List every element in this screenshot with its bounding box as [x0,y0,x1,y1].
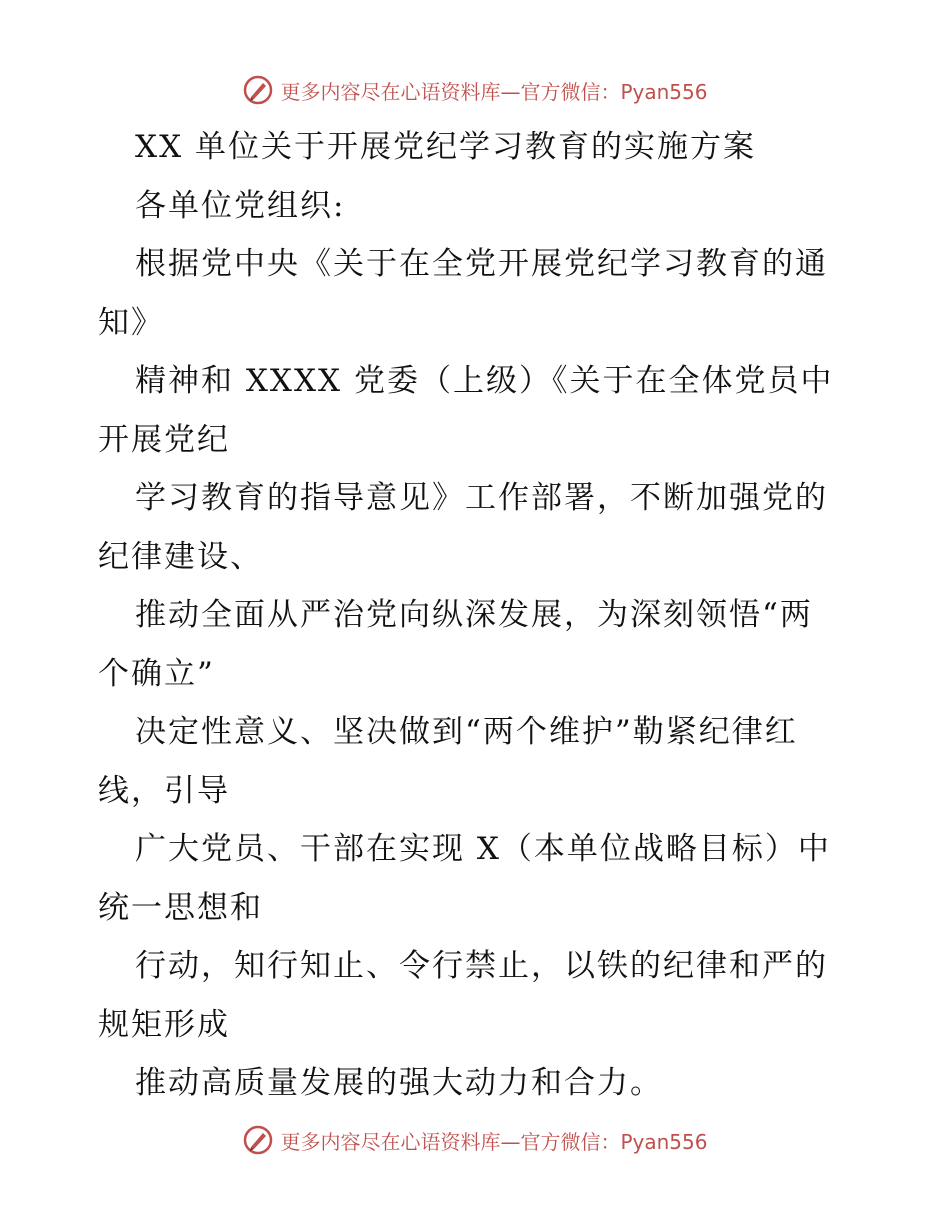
paragraph-line: 广大党员、干部在实现 X（本单位战略目标）中 [135,831,831,867]
document-greeting: 各单位党组织: [135,187,346,224]
document-paragraph [98,235,858,1113]
paragraph-line: 精神和 XXXX 党委（上级）《关于在全体党员中 [135,363,834,399]
paragraph-line: 推动高质量发展的强大动力和合力。 [135,1065,663,1101]
pen-logo-icon [242,1124,274,1156]
document-title: XX 单位关于开展党纪学习教育的实施方案 [135,129,756,165]
paragraph-line: 学习教育的指导意见》工作部署，不断加强党的 [135,480,828,516]
watermark-text: 更多内容尽在心语资料库—官方微信：Pyan556 [280,79,708,104]
paragraph-line: 决定性意义、坚决做到“两个维护”勒紧纪律红 [135,714,798,750]
paragraph-line: 知》 [98,304,164,341]
paragraph-line: 开展党纪 [98,421,230,458]
paragraph-line: 根据党中央《关于在全党开展党纪学习教育的通 [135,246,828,282]
paragraph-line: 统一思想和 [98,889,263,926]
watermark-text: 更多内容尽在心语资料库—官方微信：Pyan556 [280,1129,708,1154]
paragraph-line: 线，引导 [98,772,230,809]
paragraph-line: 行动，知行知止、令行禁止，以铁的纪律和严的 [135,948,828,984]
paragraph-line: 个确立” [98,655,215,692]
document-body [98,118,858,1113]
watermark-header [0,70,950,110]
paragraph-line: 纪律建设、 [98,538,263,575]
watermark-footer [0,1120,950,1160]
paragraph-line: 推动全面从严治党向纵深发展，为深刻领悟“两 [135,597,813,633]
paragraph-line: 规矩形成 [98,1006,230,1043]
pen-logo-icon [242,74,274,106]
